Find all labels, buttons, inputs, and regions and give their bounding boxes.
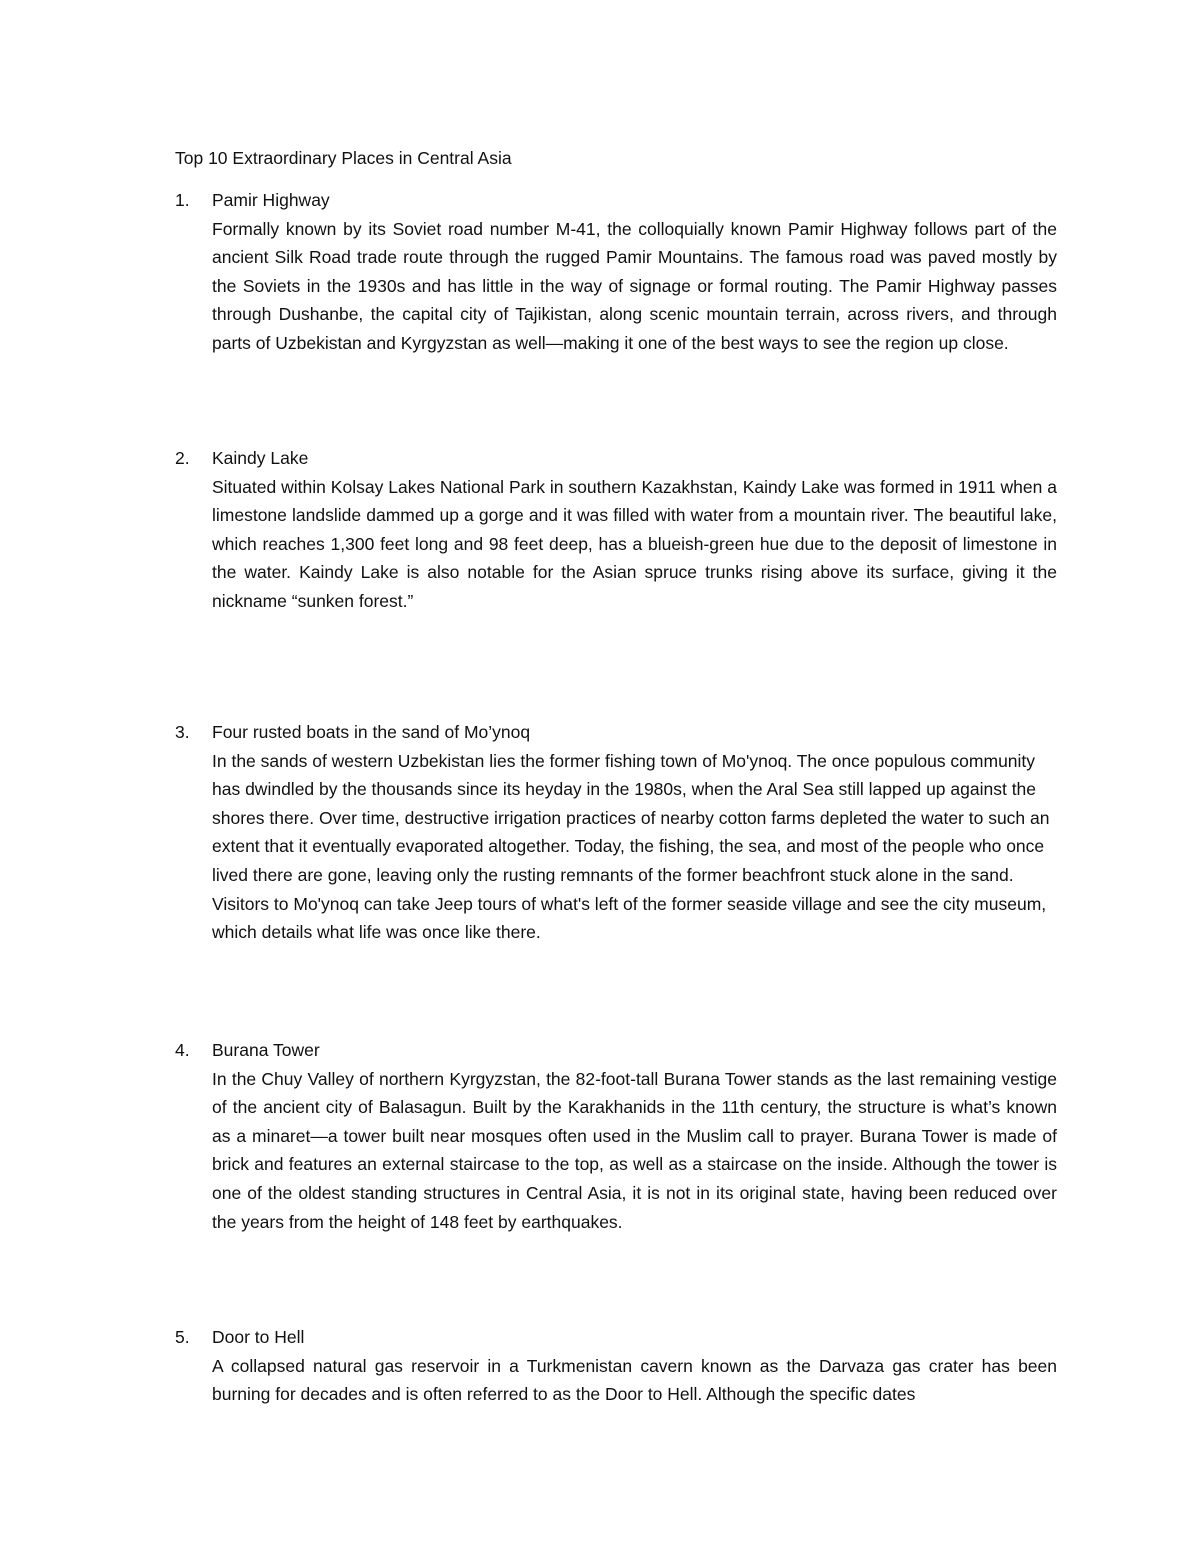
list-item [175, 1036, 1057, 1236]
list-item-number: 3. [175, 722, 190, 742]
list-item-number: 4. [175, 1040, 190, 1060]
list-item-body: Situated within Kolsay Lakes National Park in southern Kazakhstan, Kaindy Lake was formed in 1911 when a limestone landslide dammed up a gorge and it was filled with water from a mountain river. The beautiful lake, which reaches 1,300 feet long and 98 feet deep, has a blueish-green hue due to the deposit of limestone in the water. Kaindy Lake is also notable for the Asian spruce trunks rising above its surface, giving it the nickname “sunken forest.” [212, 476, 1057, 611]
list-item [175, 1323, 1057, 1409]
list-item-number: 5. [175, 1327, 190, 1347]
list-item-number: 1. [175, 190, 190, 210]
list-item-heading: Door to Hell [212, 1327, 305, 1347]
list-item [175, 718, 1057, 947]
list-item [175, 186, 1057, 358]
list-item-body: Formally known by its Soviet road number M-41, the colloquially known Pamir Highway follows part of the ancient Silk Road trade route through the rugged Pamir Mountains. The famous road was paved mostly by the Soviets in the 1930s and has little in the way of signage or formal routing. The Pamir Highway passes through Dushanbe, the capital city of Tajikistan, along scenic mountain terrain, across rivers, and through parts of Uzbekistan and Kyrgyzstan as well—making it one of the best ways to see the region up close. [212, 218, 1057, 353]
list-item-body: A collapsed natural gas reservoir in a Turkmenistan cavern known as the Darvaza gas crater has been burning for decades and is often referred to as the Door to Hell. Although the specific dates [212, 1355, 1057, 1405]
list-item-number: 2. [175, 448, 190, 468]
list-item-body: In the Chuy Valley of northern Kyrgyzstan, the 82-foot-tall Burana Tower stands as the last remaining vestige of the ancient city of Balasagun. Built by the Karakhanids in the 11th century, the structure is what’s known as a minaret—a tower built near mosques often used in the Muslim call to prayer. Burana Tower is made of brick and features an external staircase to the top, as well as a staircase on the inside. Although the tower is one of the oldest standing structures in Central Asia, it is not in its original state, having been reduced over the years from the height of 148 feet by earthquakes. [212, 1068, 1057, 1232]
list-item-body: In the sands of western Uzbekistan lies the former fishing town of Mo'ynoq. The once populous community has dwindled by the thousands since its heyday in the 1980s, when the Aral Sea still lapped up against the shores there. Over time, destructive irrigation practices of nearby cotton farms depleted the water to such an extent that it eventually evaporated altogether. Today, the fishing, the sea, and most of the people who once lived there are gone, leaving only the rusting remnants of the former beachfront stuck alone in the sand. Visitors to Mo'ynoq can take Jeep tours of what's left of the former seaside village and see the city museum, which details what life was once like there. [212, 750, 1050, 943]
list-item-heading: Burana Tower [212, 1040, 320, 1060]
list-item [175, 444, 1057, 616]
list-item-heading: Kaindy Lake [212, 448, 309, 468]
document-title: Top 10 Extraordinary Places in Central Asia [175, 148, 512, 168]
list-item-heading: Pamir Highway [212, 190, 330, 210]
list-item-heading: Four rusted boats in the sand of Mo’ynoq [212, 722, 531, 742]
